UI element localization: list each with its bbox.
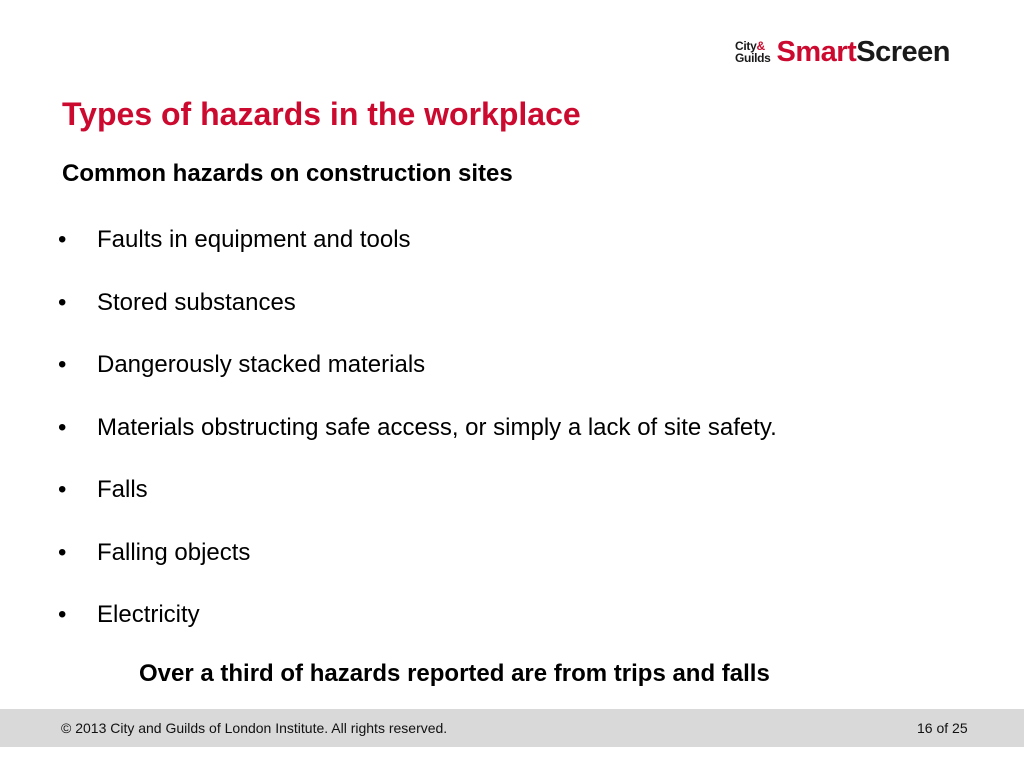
city-and-guilds-logo: City& Guilds xyxy=(735,39,771,65)
bullet-icon: • xyxy=(58,601,67,628)
bullet-icon: • xyxy=(58,413,67,441)
list-item: • Stored substances xyxy=(56,282,777,345)
list-item: • Falls xyxy=(56,469,777,532)
list-item: • Electricity xyxy=(56,594,777,657)
bullet-icon: • xyxy=(58,288,67,316)
slide-subtitle: Common hazards on construction sites xyxy=(62,160,513,187)
slide-title: Types of hazards in the workplace xyxy=(62,96,581,132)
bullet-icon: • xyxy=(58,226,67,253)
hazard-list xyxy=(56,219,777,657)
city-guilds-smartscreen-logo xyxy=(735,36,950,68)
slide-footer xyxy=(0,709,1024,747)
list-item: • Falling objects xyxy=(56,532,777,595)
list-item: • Materials obstructing safe access, or simply a lack of site safety. xyxy=(56,407,777,470)
list-item: • Faults in equipment and tools xyxy=(56,219,777,282)
page-indicator: 16 of 25 xyxy=(917,720,968,736)
bullet-icon: • xyxy=(58,351,67,378)
bullet-icon: • xyxy=(58,476,67,503)
smartscreen-wordmark: SmartScreen xyxy=(776,36,950,68)
bullet-icon: • xyxy=(58,538,67,566)
copyright-notice: © 2013 City and Guilds of London Institute. All rights reserved. xyxy=(61,720,448,736)
key-fact-callout: Over a third of hazards reported are from trips and falls xyxy=(139,660,770,687)
list-item: • Dangerously stacked materials xyxy=(56,344,777,407)
